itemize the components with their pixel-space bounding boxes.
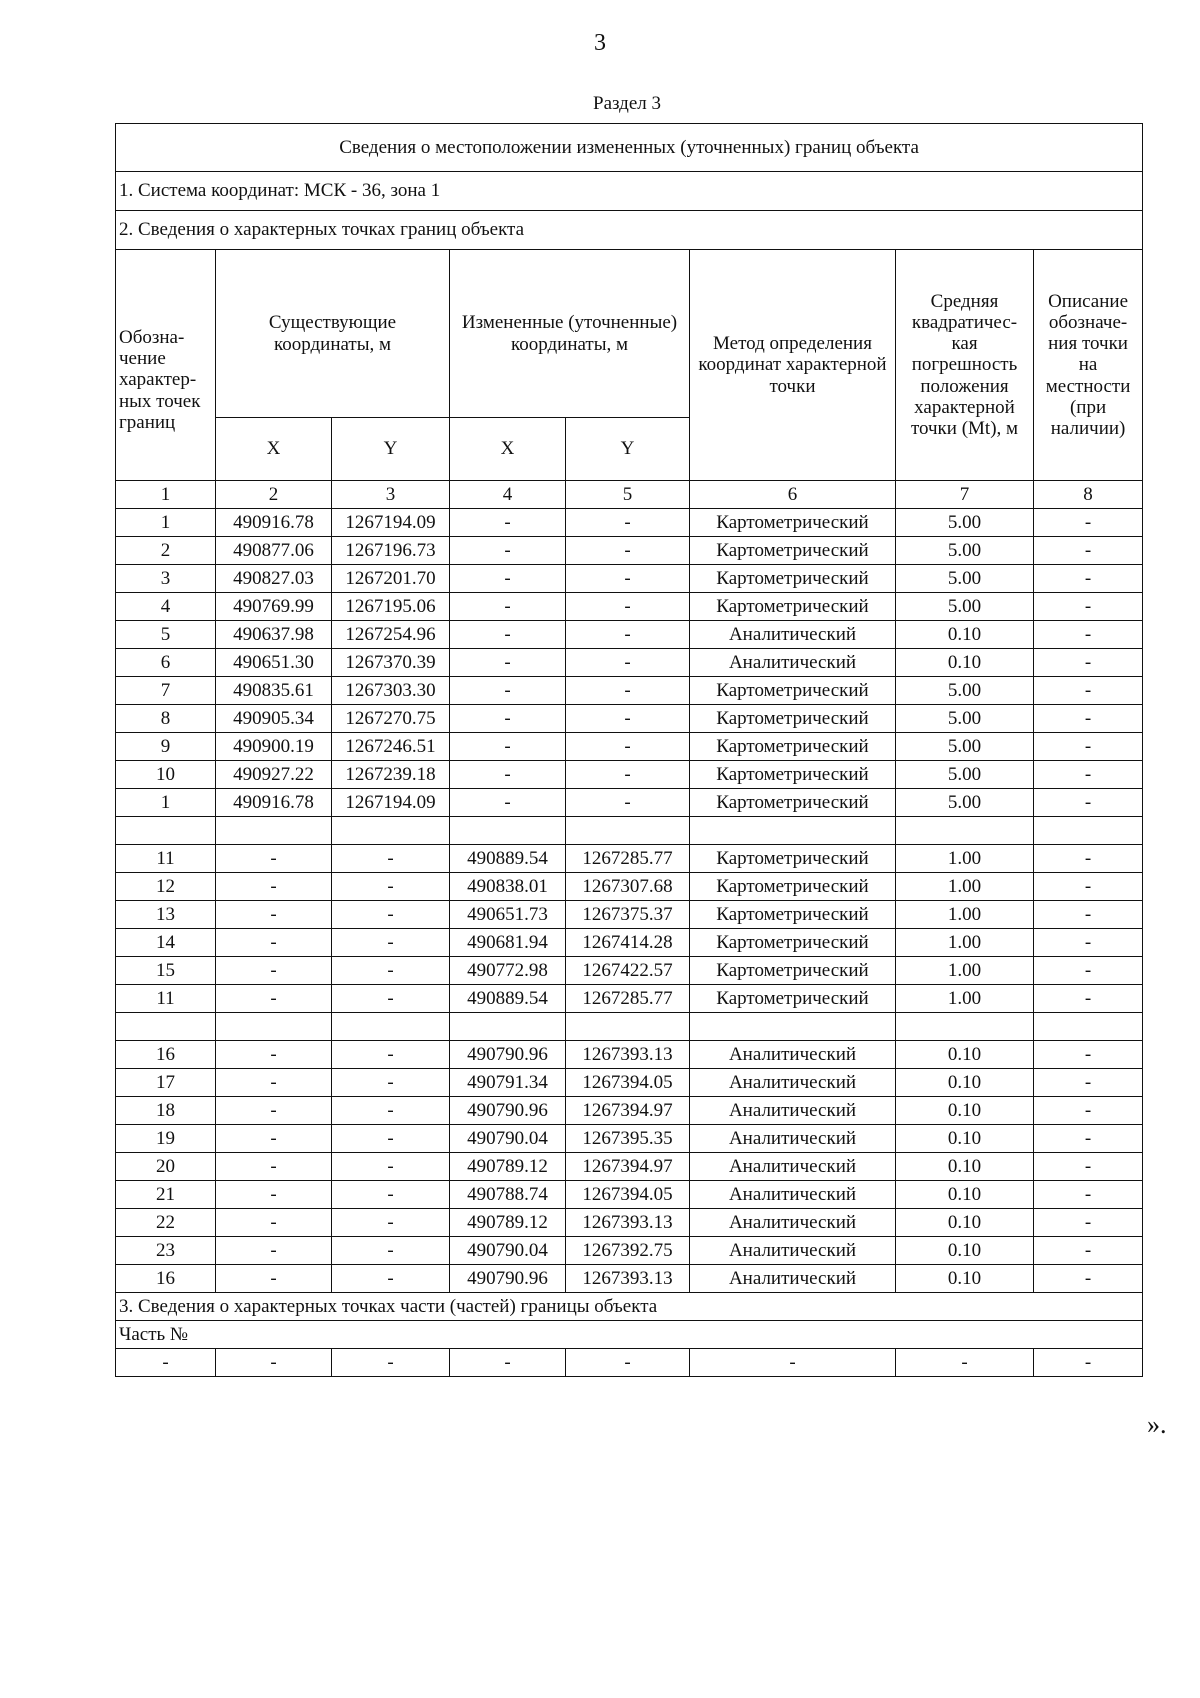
- table-cell: Картометрический: [690, 957, 896, 985]
- table-cell: Аналитический: [690, 621, 896, 649]
- table-cell: 490651.30: [216, 649, 332, 677]
- table-cell: Картометрический: [690, 873, 896, 901]
- table-cell: 1267394.05: [566, 1181, 690, 1209]
- table-cell: -: [1034, 1181, 1143, 1209]
- table-cell: [116, 1013, 216, 1041]
- table-cell: -: [450, 593, 566, 621]
- table-cell: [332, 817, 450, 845]
- table-cell: -: [216, 1209, 332, 1237]
- table-cell: 18: [116, 1097, 216, 1125]
- table-cell: Картометрический: [690, 705, 896, 733]
- column-number-row: [116, 481, 1143, 509]
- parts-cell: -: [332, 1349, 450, 1377]
- table-cell: -: [332, 957, 450, 985]
- parts-cell: -: [450, 1349, 566, 1377]
- table-cell: 5.00: [896, 789, 1034, 817]
- table-cell: 8: [116, 705, 216, 733]
- table-cell: [216, 817, 332, 845]
- table-cell: Картометрический: [690, 929, 896, 957]
- table-cell: 1267394.97: [566, 1097, 690, 1125]
- table-cell: 6: [116, 649, 216, 677]
- header-changed-coords: Измененные (уточненные) координаты, м: [450, 250, 690, 418]
- column-number: 6: [690, 481, 896, 509]
- table-cell: 5: [116, 621, 216, 649]
- table-cell: -: [1034, 1125, 1143, 1153]
- table-cell: -: [332, 1209, 450, 1237]
- table-cell: 490790.04: [450, 1237, 566, 1265]
- table-cell: 490900.19: [216, 733, 332, 761]
- coordinate-system: 1. Система координат: МСК - 36, зона 1: [116, 172, 1143, 211]
- table-cell: -: [1034, 929, 1143, 957]
- table-row: [116, 957, 1143, 985]
- table-cell: 13: [116, 901, 216, 929]
- table-cell: Аналитический: [690, 1153, 896, 1181]
- table-cell: 0.10: [896, 1153, 1034, 1181]
- table-cell: [116, 817, 216, 845]
- header-existing-coords: Существующие координаты, м: [216, 250, 450, 418]
- table-cell: 21: [116, 1181, 216, 1209]
- table-cell: [896, 817, 1034, 845]
- table-cell: -: [566, 789, 690, 817]
- part-label: Часть №: [116, 1321, 1143, 1349]
- table-cell: 0.10: [896, 621, 1034, 649]
- table-cell: 1.00: [896, 929, 1034, 957]
- table-cell: Картометрический: [690, 509, 896, 537]
- table-cell: -: [216, 1125, 332, 1153]
- table-cell: [690, 817, 896, 845]
- table-cell: 490791.34: [450, 1069, 566, 1097]
- table-cell: -: [566, 565, 690, 593]
- table-row: [116, 733, 1143, 761]
- column-number: 5: [566, 481, 690, 509]
- table-cell: -: [450, 705, 566, 733]
- table-row: [116, 1069, 1143, 1097]
- table-cell: -: [1034, 565, 1143, 593]
- table-row: [116, 901, 1143, 929]
- table-cell: Аналитический: [690, 1069, 896, 1097]
- table-cell: -: [566, 733, 690, 761]
- table-row: [116, 985, 1143, 1013]
- table-cell: 1.00: [896, 873, 1034, 901]
- table-cell: -: [1034, 1265, 1143, 1293]
- table-cell: 490790.04: [450, 1125, 566, 1153]
- header-changed-x: X: [450, 418, 566, 481]
- table-cell: 5.00: [896, 509, 1034, 537]
- table-cell: 490927.22: [216, 761, 332, 789]
- page-number: 3: [594, 30, 606, 56]
- table-cell: 1267194.09: [332, 509, 450, 537]
- table-cell: Аналитический: [690, 1181, 896, 1209]
- column-number: 3: [332, 481, 450, 509]
- table-row: [116, 1237, 1143, 1265]
- table-cell: Картометрический: [690, 789, 896, 817]
- table-cell: -: [332, 1265, 450, 1293]
- table-cell: -: [1034, 1069, 1143, 1097]
- table-cell: -: [1034, 1041, 1143, 1069]
- table-cell: 1267285.77: [566, 985, 690, 1013]
- table-row: [116, 677, 1143, 705]
- table-row: [116, 1181, 1143, 1209]
- table-cell: 2: [116, 537, 216, 565]
- parts-cell: -: [216, 1349, 332, 1377]
- table-cell: 5.00: [896, 677, 1034, 705]
- parts-row: [116, 1349, 1143, 1377]
- table-cell: -: [1034, 705, 1143, 733]
- table-cell: 0.10: [896, 1265, 1034, 1293]
- table-cell: 1267375.37: [566, 901, 690, 929]
- table-row: [116, 509, 1143, 537]
- table-cell: -: [216, 929, 332, 957]
- table-cell: -: [450, 565, 566, 593]
- header-existing-y: Y: [332, 418, 450, 481]
- table-cell: -: [332, 1153, 450, 1181]
- table-cell: 1267394.97: [566, 1153, 690, 1181]
- table-cell: Аналитический: [690, 1237, 896, 1265]
- table-cell: 490769.99: [216, 593, 332, 621]
- table-cell: 0.10: [896, 1181, 1034, 1209]
- table-cell: 17: [116, 1069, 216, 1097]
- table-cell: Картометрический: [690, 565, 896, 593]
- table-cell: -: [1034, 1153, 1143, 1181]
- table-cell: 1.00: [896, 957, 1034, 985]
- header-existing-x: X: [216, 418, 332, 481]
- table-cell: 1267393.13: [566, 1209, 690, 1237]
- table-cell: 5.00: [896, 565, 1034, 593]
- table-cell: 12: [116, 873, 216, 901]
- table-cell: -: [1034, 789, 1143, 817]
- table-cell: 15: [116, 957, 216, 985]
- header-error: Средняя квадратичес-кая погрешность положения характерной точки (Mt), м: [896, 250, 1034, 481]
- table-cell: 1267285.77: [566, 845, 690, 873]
- table-row: [116, 845, 1143, 873]
- table-cell: -: [332, 1097, 450, 1125]
- table-cell: [896, 1013, 1034, 1041]
- table-row: [116, 873, 1143, 901]
- table-cell: Картометрический: [690, 761, 896, 789]
- table-row: [116, 705, 1143, 733]
- table-cell: -: [216, 845, 332, 873]
- table-cell: 23: [116, 1237, 216, 1265]
- table-cell: -: [216, 1069, 332, 1097]
- table-row: [116, 1125, 1143, 1153]
- column-number: 8: [1034, 481, 1143, 509]
- table-cell: -: [216, 1041, 332, 1069]
- table-row: [116, 1153, 1143, 1181]
- table-cell: 19: [116, 1125, 216, 1153]
- parts-cell: -: [896, 1349, 1034, 1377]
- table-cell: -: [450, 537, 566, 565]
- table-cell: [450, 817, 566, 845]
- table-cell: Картометрический: [690, 537, 896, 565]
- table-cell: 490651.73: [450, 901, 566, 929]
- table-cell: Картометрический: [690, 677, 896, 705]
- table-cell: 0.10: [896, 1069, 1034, 1097]
- table-cell: 11: [116, 985, 216, 1013]
- table-cell: -: [1034, 509, 1143, 537]
- table-cell: -: [566, 537, 690, 565]
- table-cell: 490790.96: [450, 1265, 566, 1293]
- table-cell: -: [450, 761, 566, 789]
- table-cell: -: [1034, 621, 1143, 649]
- table-cell: 1267414.28: [566, 929, 690, 957]
- table-cell: [566, 817, 690, 845]
- table-cell: 16: [116, 1265, 216, 1293]
- table-cell: 5.00: [896, 761, 1034, 789]
- table-cell: -: [1034, 677, 1143, 705]
- table-cell: 1267393.13: [566, 1041, 690, 1069]
- table-cell: 1267393.13: [566, 1265, 690, 1293]
- table-cell: -: [332, 1125, 450, 1153]
- table-row: [116, 1013, 1143, 1041]
- table-cell: 1.00: [896, 985, 1034, 1013]
- table-cell: 490889.54: [450, 985, 566, 1013]
- table-cell: -: [566, 677, 690, 705]
- closing-quote-mark: ».: [1147, 1410, 1167, 1439]
- table-cell: -: [216, 873, 332, 901]
- table-cell: -: [1034, 901, 1143, 929]
- table-cell: -: [216, 957, 332, 985]
- table-cell: -: [450, 649, 566, 677]
- boundary-table: [115, 123, 1143, 1377]
- table-title: Сведения о местоположении измененных (уточненных) границ объекта: [116, 124, 1143, 172]
- table-cell: -: [566, 705, 690, 733]
- table-cell: -: [1034, 593, 1143, 621]
- table-cell: -: [332, 929, 450, 957]
- table-cell: 0.10: [896, 1209, 1034, 1237]
- table-row: [116, 1265, 1143, 1293]
- table-cell: 1267195.06: [332, 593, 450, 621]
- header-changed-y: Y: [566, 418, 690, 481]
- parts-cell: -: [1034, 1349, 1143, 1377]
- table-cell: 490772.98: [450, 957, 566, 985]
- table-cell: -: [332, 985, 450, 1013]
- table-cell: -: [1034, 957, 1143, 985]
- table-cell: -: [332, 845, 450, 873]
- table-cell: -: [450, 509, 566, 537]
- table-cell: -: [1034, 537, 1143, 565]
- table-cell: 0.10: [896, 1041, 1034, 1069]
- table-cell: Аналитический: [690, 1041, 896, 1069]
- header-designation: Обозна-чение характер-ных точек границ: [116, 250, 216, 481]
- table-cell: -: [1034, 985, 1143, 1013]
- table-cell: -: [450, 677, 566, 705]
- table-cell: 490789.12: [450, 1209, 566, 1237]
- table-cell: 16: [116, 1041, 216, 1069]
- table-cell: -: [216, 1153, 332, 1181]
- table-cell: -: [1034, 873, 1143, 901]
- table-cell: Картометрический: [690, 593, 896, 621]
- table-cell: 5.00: [896, 733, 1034, 761]
- table-cell: 1267394.05: [566, 1069, 690, 1097]
- table-row: [116, 649, 1143, 677]
- table-cell: 1267307.68: [566, 873, 690, 901]
- table-row: [116, 537, 1143, 565]
- table-row: [116, 1097, 1143, 1125]
- table-cell: 9: [116, 733, 216, 761]
- table-cell: 1: [116, 509, 216, 537]
- column-number: 1: [116, 481, 216, 509]
- table-cell: [216, 1013, 332, 1041]
- table-cell: Картометрический: [690, 733, 896, 761]
- table-cell: -: [1034, 761, 1143, 789]
- table-row: [116, 593, 1143, 621]
- points-heading: 2. Сведения о характерных точках границ объекта: [116, 211, 1143, 250]
- table-cell: -: [566, 649, 690, 677]
- table-cell: 1267370.39: [332, 649, 450, 677]
- table-cell: 1267196.73: [332, 537, 450, 565]
- table-cell: Картометрический: [690, 901, 896, 929]
- table-cell: -: [332, 901, 450, 929]
- table-cell: -: [1034, 1209, 1143, 1237]
- table-cell: 490681.94: [450, 929, 566, 957]
- parts-heading: 3. Сведения о характерных точках части (частей) границы объекта: [116, 1293, 1143, 1321]
- table-cell: 0.10: [896, 1097, 1034, 1125]
- table-cell: 1267254.96: [332, 621, 450, 649]
- table-cell: 1267270.75: [332, 705, 450, 733]
- table-cell: -: [566, 761, 690, 789]
- table-cell: 490788.74: [450, 1181, 566, 1209]
- table-cell: -: [450, 789, 566, 817]
- table-cell: Аналитический: [690, 1265, 896, 1293]
- table-cell: 490790.96: [450, 1041, 566, 1069]
- table-cell: -: [566, 593, 690, 621]
- table-cell: -: [332, 1237, 450, 1265]
- table-cell: 0.10: [896, 1237, 1034, 1265]
- column-number: 4: [450, 481, 566, 509]
- table-cell: 1267239.18: [332, 761, 450, 789]
- table-cell: Картометрический: [690, 985, 896, 1013]
- table-cell: 490838.01: [450, 873, 566, 901]
- table-cell: 490905.34: [216, 705, 332, 733]
- table-row: [116, 1209, 1143, 1237]
- table-cell: -: [450, 733, 566, 761]
- table-cell: 1267246.51: [332, 733, 450, 761]
- table-cell: 490916.78: [216, 789, 332, 817]
- table-cell: -: [332, 1069, 450, 1097]
- table-cell: 4: [116, 593, 216, 621]
- table-cell: 3: [116, 565, 216, 593]
- table-cell: 490827.03: [216, 565, 332, 593]
- table-cell: -: [450, 621, 566, 649]
- table-row: [116, 621, 1143, 649]
- table-cell: -: [332, 1041, 450, 1069]
- table-cell: -: [216, 985, 332, 1013]
- table-cell: 5.00: [896, 593, 1034, 621]
- table-cell: 10: [116, 761, 216, 789]
- table-row: [116, 761, 1143, 789]
- table-cell: [450, 1013, 566, 1041]
- table-cell: -: [216, 1097, 332, 1125]
- table-cell: -: [1034, 1097, 1143, 1125]
- table-cell: 14: [116, 929, 216, 957]
- table-cell: 11: [116, 845, 216, 873]
- table-cell: [690, 1013, 896, 1041]
- table-cell: 1267392.75: [566, 1237, 690, 1265]
- table-cell: -: [1034, 733, 1143, 761]
- table-cell: [332, 1013, 450, 1041]
- table-cell: 22: [116, 1209, 216, 1237]
- header-description: Описание обозначе-ния точки на местности (при наличии): [1034, 250, 1143, 481]
- table-cell: 0.10: [896, 649, 1034, 677]
- table-cell: 490889.54: [450, 845, 566, 873]
- column-number: 7: [896, 481, 1034, 509]
- table-cell: 490916.78: [216, 509, 332, 537]
- table-cell: [1034, 1013, 1143, 1041]
- table-cell: Аналитический: [690, 1097, 896, 1125]
- table-cell: 490637.98: [216, 621, 332, 649]
- header-method: Метод определения координат характерной точки: [690, 250, 896, 481]
- table-cell: -: [216, 1265, 332, 1293]
- table-cell: 490790.96: [450, 1097, 566, 1125]
- table-cell: -: [566, 509, 690, 537]
- table-row: [116, 789, 1143, 817]
- table-cell: 20: [116, 1153, 216, 1181]
- table-row: [116, 817, 1143, 845]
- table-cell: Картометрический: [690, 845, 896, 873]
- table-row: [116, 1041, 1143, 1069]
- table-cell: Аналитический: [690, 1209, 896, 1237]
- table-cell: [1034, 817, 1143, 845]
- table-cell: 490835.61: [216, 677, 332, 705]
- parts-cell: -: [116, 1349, 216, 1377]
- table-cell: -: [566, 621, 690, 649]
- table-cell: [566, 1013, 690, 1041]
- table-cell: -: [216, 1181, 332, 1209]
- table-cell: 1: [116, 789, 216, 817]
- table-cell: 5.00: [896, 705, 1034, 733]
- table-cell: -: [216, 901, 332, 929]
- table-cell: Аналитический: [690, 649, 896, 677]
- table-cell: 1267422.57: [566, 957, 690, 985]
- table-cell: -: [1034, 1237, 1143, 1265]
- table-cell: -: [1034, 649, 1143, 677]
- table-cell: 490877.06: [216, 537, 332, 565]
- table-cell: 5.00: [896, 537, 1034, 565]
- section-label: Раздел 3: [593, 93, 661, 114]
- table-cell: 490789.12: [450, 1153, 566, 1181]
- table-cell: -: [1034, 845, 1143, 873]
- table-row: [116, 565, 1143, 593]
- table-cell: -: [216, 1237, 332, 1265]
- table-cell: -: [332, 873, 450, 901]
- parts-cell: -: [566, 1349, 690, 1377]
- table-cell: 1267201.70: [332, 565, 450, 593]
- table-cell: 7: [116, 677, 216, 705]
- table-cell: 1.00: [896, 901, 1034, 929]
- table-row: [116, 929, 1143, 957]
- table-cell: 0.10: [896, 1125, 1034, 1153]
- table-cell: Аналитический: [690, 1125, 896, 1153]
- parts-cell: -: [690, 1349, 896, 1377]
- table-cell: 1267395.35: [566, 1125, 690, 1153]
- table-cell: 1267194.09: [332, 789, 450, 817]
- column-number: 2: [216, 481, 332, 509]
- table-cell: 1.00: [896, 845, 1034, 873]
- table-cell: 1267303.30: [332, 677, 450, 705]
- table-cell: -: [332, 1181, 450, 1209]
